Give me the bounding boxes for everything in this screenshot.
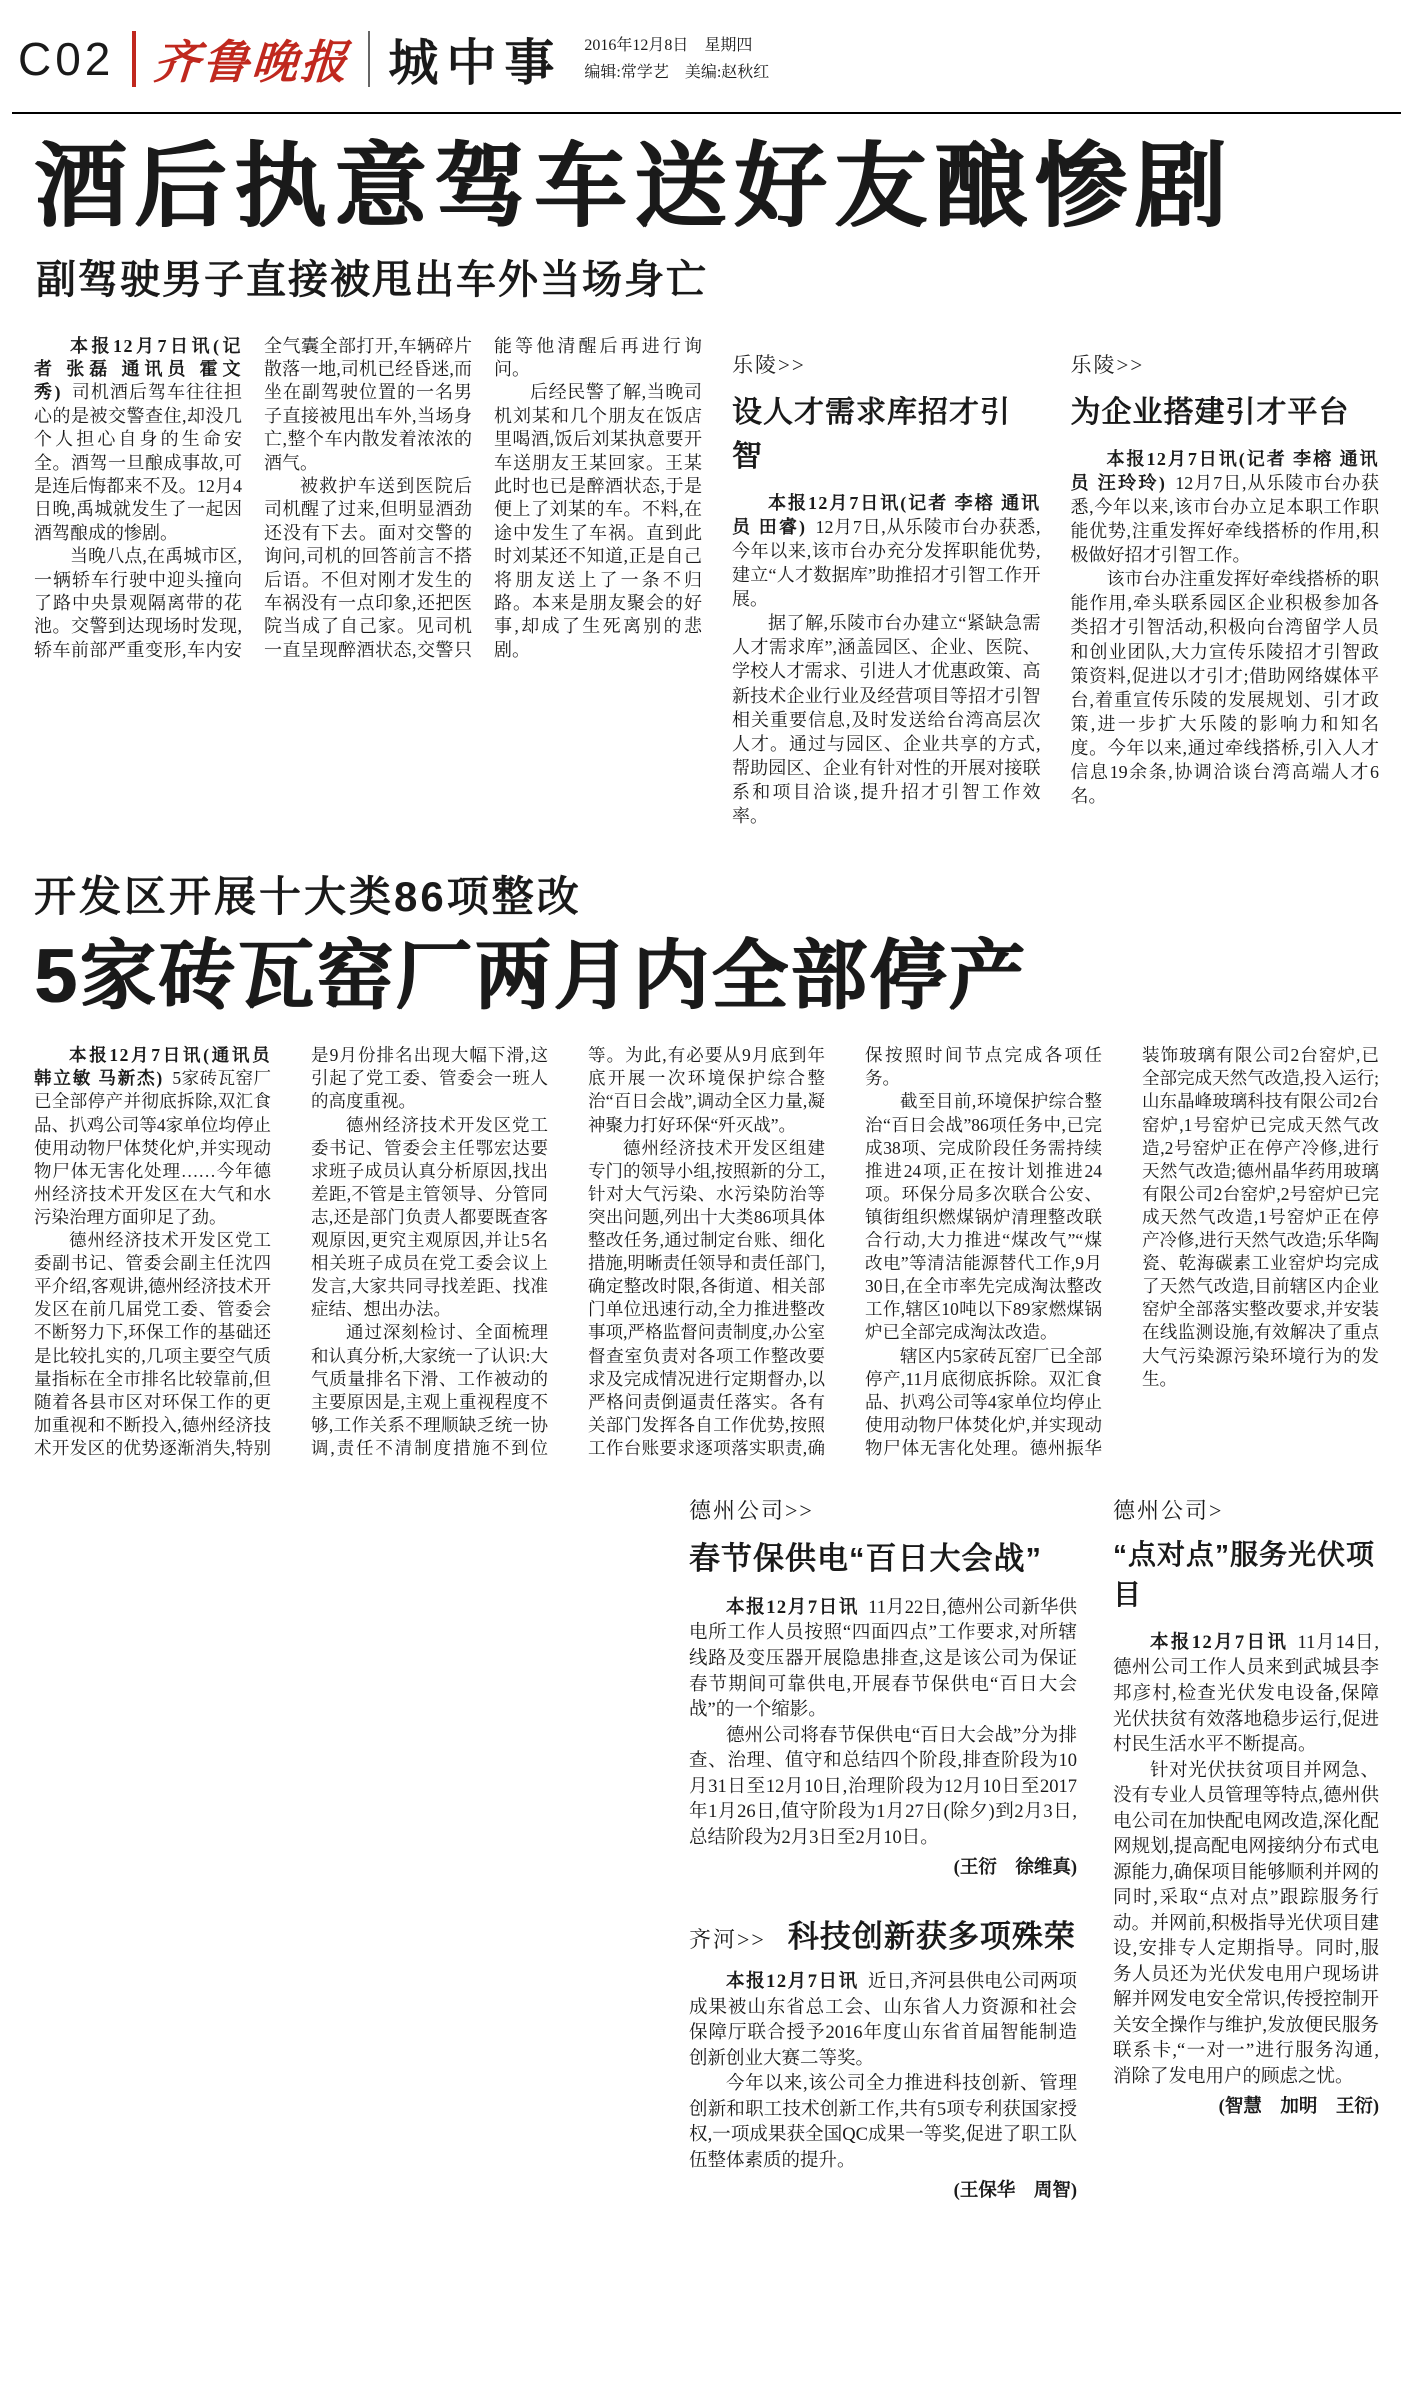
paragraph-text: 辖区内5家砖瓦窑厂已全部停产,11月底彻底拆除。双汇食品、扒鸡公司等4家单位均停止使用动物尸体焚化炉,并实现动物尸体无害化处理。德州振华装饰玻璃有限公司2台窑炉,已全部完成天然气改造,投入运行;山东晶峰玻璃科技有限公司2台窑炉,1号窑炉已完成天然气改造,2号窑炉正在停产冷修,进行天然气改造;德州晶华药用玻璃有限公司2台窑炉,2号窑炉已完成天然气改造,1号窑炉正在停产冷修,进行天然气改造;乐华陶瓷、乾海碳素工业窑炉均完成了天然气改造,目前辖区内企业窑炉全部落实整改要求,并安装在线监测设施,有效解决了重点大气污染源污染环境行为的发生。 <box>865 1045 1379 1458</box>
article-qihe-innovation <box>689 1911 1077 2202</box>
article-title: 科技创新获多项殊荣 <box>787 1919 1076 1955</box>
article-headline: 5家砖瓦窑厂两月内全部停产 <box>34 934 1028 1020</box>
date-block <box>584 36 769 82</box>
article-body <box>1113 1631 1379 2090</box>
article-kicker: 德州公司> <box>1113 1497 1224 1523</box>
paragraph-text: 德州公司将春节保供电“百日大会战”分为排查、治理、值守和总结四个阶段,排查阶段为10月31日至12月10日,治理阶段为12月10日至2017年1月26日,值守阶段为1月27日(除夕)到2月3日,总结阶段为2月3日至2月10日。 <box>689 1725 1077 1848</box>
article-kicker: 乐陵>> <box>1070 352 1145 377</box>
paragraph <box>689 1970 1077 2072</box>
article-spring-festival-power <box>689 1494 1077 1879</box>
paragraph-text: 德州经济技术开发区党工委书记、管委会主任鄂宏达要求班子成员认真分析原因,找出差距,不管是主管领导、分管同志,还是部门负责人都要既查客观原因,更究主观原因,并让5名相关班子成员在党工委会议上发言,大家共同寻找差距、找准症结、想出办法。 <box>311 1114 548 1320</box>
paragraph <box>689 2072 1077 2174</box>
paragraph-text: 11月14日,德州公司工作人员来到武城县李邦彦村,检查光伏发电设备,保障光伏扶贫有效落地稳步运行,促进村民生活水平不断提高。 <box>1113 1632 1379 1756</box>
blank-space <box>34 1494 689 2202</box>
paragraph-text: 今年以来,该公司全力推进科技创新、管理创新和职工技术创新工作,共有5项专利获国家授权,一项成果获全国QC成果一等奖,促进了职工队伍整体素质的提升。 <box>689 2074 1077 2171</box>
byline-intro: 本报12月7日讯(记者 张磊 通讯员 霍文秀) <box>34 335 242 403</box>
paragraph <box>732 491 1041 612</box>
bottom-articles <box>34 1494 1379 2202</box>
masthead <box>0 0 1413 100</box>
date-line: 2016年12月8日 星期四 <box>584 36 753 54</box>
article-body <box>732 491 1041 829</box>
section-title: 城中事 <box>388 35 563 91</box>
article-byline: (王衍 徐维真) <box>953 1858 1077 1879</box>
lead-headline: 酒后执意驾车送好友酿惨剧 <box>34 136 1235 238</box>
paragraph-text: 后经民警了解,当晚司机刘某和几个朋友在饭店里喝酒,饭后刘某执意要开车送朋友王某回家。王某此时也已是醉酒状态,于是便上了刘某的车。不料,在途中发生了车祸。直到此时刘某还不知道,正是自己将朋友送上了一条不归路。本来是朋友聚会的好事,却成了生死离别的悲剧。 <box>494 382 702 660</box>
byline-intro: 本报12月7日讯(通讯员 韩立敏 马新杰) <box>34 1045 271 1089</box>
byline-intro: 本报12月7日讯 <box>726 1972 859 1993</box>
paragraph <box>689 1596 1077 1724</box>
page-body <box>0 136 1413 2202</box>
paragraph-text: 12月7日,从乐陵市台办获悉,今年以来,该市台办充分发挥职能优势,建立“人才数据库”助推招才引智工作开展。 <box>732 516 1041 610</box>
article-body-columns <box>34 1044 1379 1460</box>
paragraph <box>1071 567 1380 808</box>
paragraph <box>34 1044 271 1229</box>
bottom-middle-column <box>689 1494 1077 2202</box>
article-title: “点对点”服务光伏项目 <box>1113 1538 1376 1610</box>
paragraph-text: 通过深刻检讨、全面梳理和认真分析,大家统一了认识:大气质量排名下滑、工作被动的主要原因是,主观上重视程度不够,工作关系不理顺缺乏统一协调,责任不清制度措施不到位等。为此,有必要从9月底到年底开展一次环境保护综合整治“百日会战”,调动全区力量,凝神聚力打好环保“歼灭战”。 <box>311 1045 825 1458</box>
article-kicker: 齐河>> <box>689 1927 766 1953</box>
paragraph <box>689 1724 1077 1852</box>
article-title: 春节保供电“百日大会战” <box>689 1540 1042 1576</box>
paragraph-text: 12月7日,从乐陵市台办获悉,今年以来,该市台办立足本职工作职能优势,注重发挥好牵线搭桥的作用,积极做好招才引智工作。 <box>1070 472 1379 566</box>
paragraph-text: 近日,齐河县供电公司两项成果被山东省总工会、山东省人力资源和社会保障厅联合授予2016年度山东省首届智能制造创新创业大赛二等奖。 <box>689 1972 1077 2069</box>
paragraph <box>1071 447 1380 568</box>
article-talent-library <box>732 335 1041 829</box>
paragraph-text: 11月22日,德州公司新华供电所工作人员按照“四面四点”工作要求,对所辖线路及变压器开展隐患排查,这是该公司为保证春节期间可靠供电,开展春节保供电“百日大会战”的一个缩影。 <box>689 1597 1077 1721</box>
byline-intro: 本报12月7日讯(记者 李榕 通讯员 汪玲玲) <box>1070 448 1379 493</box>
article-drunk-driving <box>34 136 1379 828</box>
page-number: C02 <box>18 33 115 85</box>
paragraph-text: 截至目前,环境保护综合整治“百日会战”86项任务中,已完成38项、完成阶段任务需持续推进24项,正在按计划推进24项。环保分局多次联合公安、镇街组织燃煤锅炉清理整改联合行动,大力推进“煤改气”“煤改电”等清洁能源替代工作,9月30日,在全市率先完成淘汰整改工作,辖区10吨以下89家燃煤锅炉已全部完成淘汰改造。 <box>865 1091 1102 1343</box>
header-rule <box>12 112 1401 114</box>
paragraph-text: 针对光伏扶贫项目并网急、没有专业人员管理等特点,德州供电公司在加快配电网改造,深化配网规划,提高配电网接纳分布式电源能力,确保项目能够顺利并网的同时,采取“点对点”跟踪服务行动。并网前,积极指导光伏项目建设,安排专人定期指导。同时,服务人员还为光伏发电用户现场讲解并网发电安全常识,传授控制开关安全操作与维护,发放便民服务联系卡,“一对一”进行服务沟通,消除了发电用户的顾虑之忧。 <box>1113 1760 1379 2087</box>
lead-subheadline: 副驾驶男子直接被甩出车外当场身亡 <box>36 257 708 302</box>
article-pv-service <box>1113 1494 1379 2118</box>
paragraph <box>34 335 242 546</box>
lead-row <box>34 335 1379 829</box>
paragraph <box>311 1114 548 1322</box>
newspaper-logo: 齐鲁晚报 <box>152 37 352 88</box>
paragraph-text: 5家砖瓦窑厂已全部停产并彻底拆除,双汇食品、扒鸡公司等4家单位均停止使用动物尸体焚化炉,并实现动物尸体无害化处理……今年德州经济技术开发区在大气和水污染治理方面卯足了劲。 <box>34 1068 272 1227</box>
paragraph <box>865 1090 1102 1344</box>
paragraph-text: 当晚八点,在禹城市区,一辆轿车行驶中迎头撞向了路中央景观隔离带的花池。交警到达现场时发现,轿车前部严重变形,车内安全气囊全部打开,车辆碎片散落一地,司机已经昏迷,而坐在副驾驶位置的一名男子直接被甩出车外,当场身亡,整个车内散发着浓浓的酒气。 <box>34 335 472 660</box>
article-brick-kilns <box>34 864 1379 1460</box>
byline-intro: 本报12月7日讯 <box>726 1597 859 1618</box>
masthead-red-divider <box>132 31 136 87</box>
article-talent-platform <box>1071 335 1380 829</box>
paragraph-text: 德州经济技术开发区组建专门的领导小组,按照新的分工,针对大气污染、水污染防治等突出问题,列出十大类86项具体整改任务,通过制定台账、细化措施,明晰责任领导和责任部门,确定整改时限,各街道、相关部门单位迅速行动,全力推进整改事项,严格监督问责制度,办公室督查室负责对各项工作整改要求及完成情况进行定期督办,以严格问责倒逼责任落实。各有关部门发挥各自工作优势,按照工作台账要求逐项落实职责,确保按照时间节点完成各项任务。 <box>588 1045 1102 1458</box>
paragraph <box>1113 1759 1379 2091</box>
article-header <box>689 1911 1077 1956</box>
paragraph-text: 司机酒后驾车往往担心的是被交警查住,却没几个人担心自身的生命安全。酒驾一旦酿成事故,可是连后悔都来不及。12月4日晚,禹城就发生了一起因酒驾酿成的惨剧。 <box>34 382 243 543</box>
article-byline: (智慧 加明 王衍) <box>1218 2097 1379 2118</box>
lead-body-columns <box>34 335 702 829</box>
article-body <box>689 1970 1077 2174</box>
byline-intro: 本报12月7日讯(记者 李榕 通讯员 田睿) <box>732 492 1041 537</box>
paragraph <box>1113 1631 1379 1759</box>
article-title: 设人才需求库招才引智 <box>732 395 1011 473</box>
article-kicker: 乐陵>> <box>732 352 806 377</box>
paragraph-text: 德州经济技术开发区党工委副书记、管委会副主任沈四平介绍,客观讲,德州经济技术开发区在前几届党工委、管委会不断努力下,环保工作的基础还是比较扎实的,几项主要空气质量指标在全市排名比较靠前,但随着各县市区对环保工作的更加重视和不断投入,德州经济技术开发区的优势逐渐消失,特别是9月份排名出现大幅下滑,这引起了党工委、管委会一班人的高度重视。 <box>34 1045 548 1458</box>
bottom-right-column <box>1113 1494 1379 2202</box>
paragraph-text: 被救护车送到医院后司机醒了过来,但明显酒劲还没有下去。面对交警的询问,司机的回答前言不搭后语。不但对刚才发生的车祸没有一点印象,还把医院当成了自己家。见司机一直呈现醉酒状态,交警只能等他清醒后再进行询问。 <box>264 335 702 660</box>
article-kicker: 开发区开展十大类86项整改 <box>34 873 582 921</box>
article-title: 为企业搭建引才平台 <box>1070 395 1350 429</box>
article-byline: (王保华 周智) <box>953 2181 1077 2202</box>
byline-intro: 本报12月7日讯 <box>1150 1632 1289 1653</box>
article-body <box>689 1596 1077 1851</box>
article-kicker: 德州公司>> <box>689 1497 814 1523</box>
article-body <box>1071 447 1380 809</box>
paragraph-text: 该市台办注重发挥好牵线搭桥的职能作用,牵头联系园区企业积极参加各类招才引智活动,积极向台湾留学人员和创业团队,大力宣传乐陵招才引智政策资料,促进以才引才;借助网络媒体平台,着重宣传乐陵的发展规划、引才政策,进一步扩大乐陵的影响力和知名度。今年以来,通过牵线搭桥,引入人才信息19余条,协调洽谈台湾高端人才6名。 <box>1070 569 1379 807</box>
masthead-divider <box>368 31 370 87</box>
paragraph <box>732 611 1041 828</box>
staff-line: 编辑:常学艺 美编:赵秋红 <box>584 64 770 81</box>
paragraph-text: 据了解,乐陵市台办建立“紧缺急需人才需求库”,涵盖园区、企业、医院、学校人才需求、引进人才优惠政策、高新技术企业行业及经营项目等招才引智相关重要信息,及时发送给台湾高层次人才。通过与园区、企业共享的方式,帮助园区、企业有针对性的开展对接联系和项目洽谈,提升招才引智工作效率。 <box>732 613 1041 827</box>
paragraph <box>494 381 702 662</box>
